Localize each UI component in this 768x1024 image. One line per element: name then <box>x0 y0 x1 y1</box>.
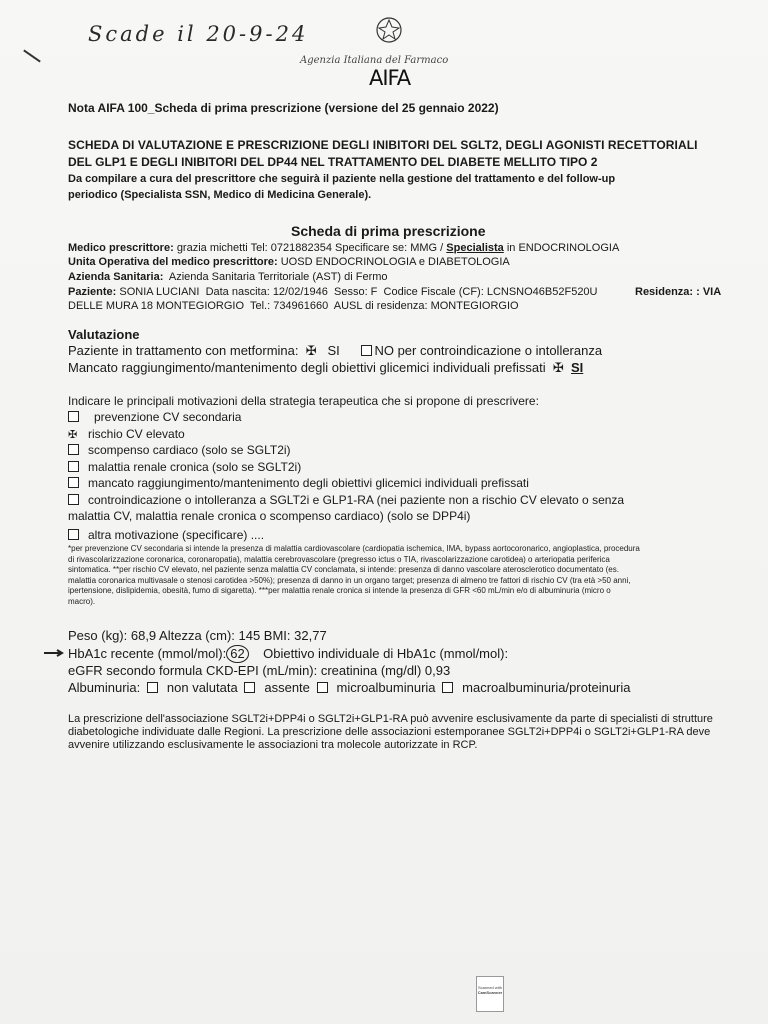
albuminuria-checkbox[interactable] <box>147 682 158 693</box>
motivation-item <box>68 460 624 477</box>
footnote-line: ipertensione, dislipidemia, obesità, fumo di sigaretta). ***per malattia renale cronica si intende la presenza di GFR <60 mL/min e/o di albuminuria (micro o <box>68 586 611 595</box>
hba1c-row <box>68 645 508 663</box>
no-checkbox[interactable] <box>361 345 372 356</box>
peso-row: Peso (kg): 68,9 Altezza (cm): 145 BMI: 32,77 <box>68 628 327 643</box>
motivazioni-intro: Indicare le principali motivazioni della strategia terapeutica che si propone di prescrivere: <box>68 394 539 408</box>
address-value: DELLE MURA 18 MONTEGIORGIO <box>68 300 245 312</box>
albuminuria-checkbox[interactable] <box>442 682 453 693</box>
tel2-value: Tel.: 734961660 <box>249 300 329 312</box>
heading-line-1: SCHEDA DI VALUTAZIONE E PRESCRIZIONE DEGLI INIBITORI DEL SGLT2, DEGLI AGONISTI RECETTORIALI <box>68 138 698 152</box>
motivation-item <box>68 443 624 460</box>
medico-row <box>68 242 619 255</box>
heading-line-4: periodico (Specialista SSN, Medico di Medicina Generale). <box>68 189 372 201</box>
motivation-checkbox[interactable] <box>68 444 79 455</box>
motivation-label: controindicazione o intolleranza a SGLT2i e GLP1-RA (nei paziente non a rischio CV elevato o senza <box>88 492 625 507</box>
unita-label: Unita Operativa del medico prescrittore: <box>68 256 278 268</box>
valutazione-title: Valutazione <box>68 327 140 342</box>
metformina-row <box>68 343 602 359</box>
heading-line-2: DEL GLP1 E DEGLI INIBITORI DEL DP44 NEL TRATTAMENTO DEL DIABETE MELLITO TIPO 2 <box>68 155 598 169</box>
hba1c-label: HbA1c recente (mmol/mol): <box>68 646 227 661</box>
motivation-label: scompenso cardiaco (solo se SGLT2i) <box>88 443 291 457</box>
motivation-item <box>68 427 624 444</box>
azienda-row <box>68 271 388 284</box>
tel-value: 0721882354 <box>270 242 332 254</box>
unita-value: UOSD ENDOCRINOLOGIA e DIABETOLOGIA <box>280 256 510 268</box>
motivation-checkbox[interactable] <box>68 411 79 422</box>
azienda-label: Azienda Sanitaria: <box>68 271 164 283</box>
handwritten-note: Scade il 20-9-24 <box>88 22 309 46</box>
republic-emblem-icon <box>374 12 404 46</box>
footnote-line: *per prevenzione CV secondaria si intende la presenza di malattia cardiovascolare (cardiopatia ischemica, IMA, bypass aortocoronarico, angioplastica, procedura <box>68 544 640 553</box>
altra-row <box>68 528 264 543</box>
closing-line: La prescrizione dell'associazione SGLT2i+DPP4i o SGLT2i+GLP1-RA può avvenire esclusivamente da parte di specialisti di strutture <box>68 713 713 725</box>
star-mark-icon: ✠ <box>549 360 571 375</box>
albuminuria-checkbox[interactable] <box>317 682 328 693</box>
albuminuria-checkbox[interactable] <box>244 682 255 693</box>
obiettivo-label: Obiettivo individuale di HbA1c (mmol/mol): <box>263 646 509 661</box>
aifa-logo: AIFA <box>369 66 411 90</box>
paziente-label: Paziente: <box>68 286 117 298</box>
motivation-label: mancato raggiungimento/mantenimento degli obiettivi glicemici individuali prefissati <box>88 476 529 490</box>
mancato-label: Mancato raggiungimento/mantenimento degli obiettivi glicemici individuali prefissati <box>68 360 546 375</box>
motivation-checkbox[interactable] <box>68 477 79 488</box>
closing-line: diabetologiche individuate dalle Regioni. La prescrizione delle associazioni estemporanee SGLT2i+DPP4i o SGLT2i+GLP1-RA deve <box>68 726 711 738</box>
camscanner-stamp <box>476 976 504 1012</box>
si-option: SI <box>327 343 340 358</box>
albuminuria-option: macroalbuminuria/proteinuria <box>462 680 631 695</box>
albuminuria-row <box>68 680 631 696</box>
azienda-value: Azienda Sanitaria Territoriale (AST) di Fermo <box>168 271 388 283</box>
pen-mark <box>23 49 41 62</box>
motivation-label: malattia renale cronica (solo se SGLT2i) <box>88 459 302 474</box>
motivazioni-list <box>68 410 624 509</box>
section-title: Scheda di prima prescrizione <box>291 223 486 239</box>
fiscal-code: Codice Fiscale (CF): LCNSNO46B52F520U <box>383 286 598 298</box>
egfr-row: eGFR secondo formula CKD-EPI (mL/min): creatinina (mg/dl) 0,93 <box>68 663 451 678</box>
footnote-line: malattia coronarica multivasale o stenosi carotidea >50%); presenza di danno in un organo target; presenza di almeno tre fattori di rischio CV (tra età >50 anni, <box>68 575 631 585</box>
mancato-si: SI <box>571 360 584 375</box>
star-mark-icon: ✠ <box>302 343 328 358</box>
address-row <box>68 300 519 313</box>
motivation-checkbox[interactable] <box>68 461 79 472</box>
metformina-label: Paziente in trattamento con metformina: <box>68 343 299 358</box>
closing-text <box>68 713 713 752</box>
albuminuria-option: assente <box>264 680 310 695</box>
stamp-line: Scanned with <box>477 985 502 990</box>
star-mark-icon: ✠ <box>68 428 78 441</box>
tel-label: Tel: <box>250 242 268 254</box>
albuminuria-label: Albuminuria: <box>68 680 141 695</box>
stamp-line: CamScanner <box>477 990 503 995</box>
residenza-label: Residenza: : VIA <box>635 286 722 298</box>
sex: Sesso: F <box>334 286 378 298</box>
paziente-row <box>68 286 598 299</box>
footnote-line: di rivascolarizzazione coronarica, coronaropatia), malattia cerebrovascolare (pregresso ictus o TIA, rivascolarizzazione carotidea) o arteriopatia periferica <box>68 554 610 564</box>
pen-arrow-icon <box>44 649 64 657</box>
closing-line: avvenire utilizzando esclusivamente le associazioni tra molecole autorizzate in RCP. <box>68 739 478 751</box>
medico-value: grazia michetti <box>176 242 248 254</box>
nota-title: Nota AIFA 100_Scheda di prima prescrizione (versione del 25 gennaio 2022) <box>68 101 499 115</box>
mancato-row <box>68 360 583 376</box>
specialista-value: Specialista <box>446 242 504 254</box>
motivation-label: rischio CV elevato <box>88 426 185 441</box>
medico-label: Medico prescrittore: <box>68 242 174 254</box>
footnote-line: sintomatica. **per rischio CV elevato, nel paziente senza malattia CV conclamata, si intende: presenza di danno vascolare aterosclerotico documentato (es. <box>68 565 619 574</box>
motivazioni-cont: malattia CV, malattia renale cronica o scompenso cardiaco) (solo se DPP4i) <box>68 509 471 523</box>
altra-checkbox[interactable] <box>68 529 79 540</box>
albuminuria-option: microalbuminuria <box>336 680 436 695</box>
footnote-line: macro). <box>68 596 96 606</box>
specialty-value: in ENDOCRINOLOGIA <box>503 242 620 254</box>
albuminuria-option: non valutata <box>166 680 238 695</box>
motivation-item <box>68 410 624 427</box>
heading-line-3: Da compilare a cura del prescrittore che seguirà il paziente nella gestione del trattamento e del follow-up <box>68 173 616 185</box>
unita-row <box>68 256 510 269</box>
motivation-checkbox[interactable] <box>68 494 79 505</box>
no-option: NO per controindicazione o intolleranza <box>374 343 603 358</box>
ausl-value: AUSL di residenza: MONTEGIORGIO <box>333 300 519 312</box>
motivation-item <box>68 476 624 493</box>
motivation-item <box>68 493 624 510</box>
agency-name: Agenzia Italiana del Farmaco <box>300 55 449 66</box>
paziente-value: SONIA LUCIANI <box>119 286 200 298</box>
birth-date: Data nascita: 12/02/1946 <box>205 286 328 298</box>
footnote <box>68 544 740 607</box>
motivation-label: prevenzione CV secondaria <box>94 410 242 424</box>
altra-label: altra motivazione (specificare) .... <box>88 528 265 542</box>
hba1c-value: 62 <box>226 645 248 663</box>
specificare-label: Specificare se: MMG / <box>335 242 447 254</box>
